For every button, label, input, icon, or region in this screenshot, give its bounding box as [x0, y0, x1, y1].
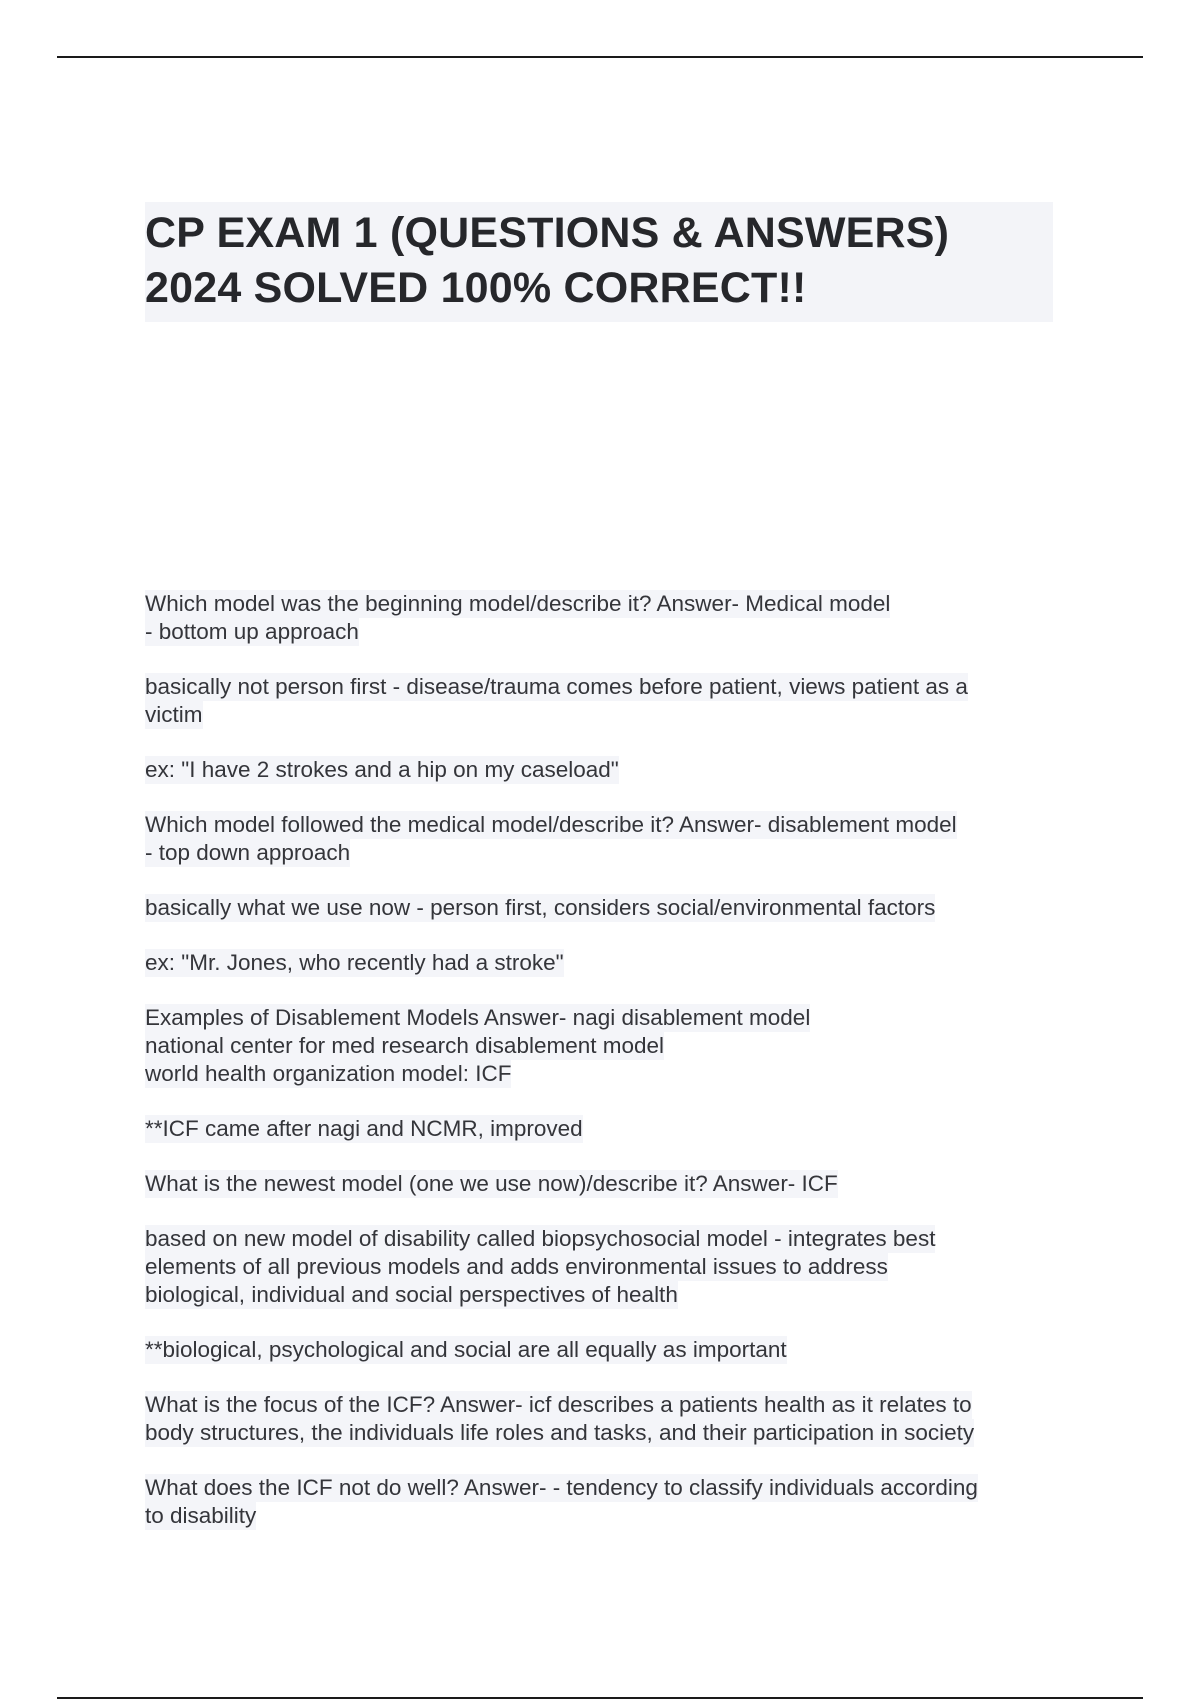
paragraph-line: biological, individual and social perspectives of health [145, 1282, 678, 1307]
paragraph-line: What is the focus of the ICF? Answer- icf describes a patients health as it relates to [145, 1392, 972, 1417]
paragraph-line: **biological, psychological and social are all equally as important [145, 1337, 787, 1362]
qa-paragraph [145, 1336, 1065, 1364]
qa-paragraph [145, 756, 1065, 784]
paragraph-line: Examples of Disablement Models Answer- nagi disablement model [145, 1005, 811, 1030]
qa-paragraph [145, 590, 1065, 646]
paragraph-line: **ICF came after nagi and NCMR, improved [145, 1116, 583, 1141]
paragraph-line: based on new model of disability called biopsychosocial model - integrates best [145, 1226, 936, 1251]
paragraph-line: elements of all previous models and adds environmental issues to address [145, 1254, 888, 1279]
qa-paragraph [145, 673, 1065, 729]
paragraph-line: to disability [145, 1503, 257, 1528]
footer-rule [57, 1697, 1143, 1699]
paragraph-line: national center for med research disablement model [145, 1033, 665, 1058]
document-title [145, 202, 1053, 322]
qa-paragraph [145, 1391, 1065, 1447]
header-rule [57, 56, 1143, 58]
paragraph-line: ex: "I have 2 strokes and a hip on my caseload" [145, 757, 619, 782]
paragraph-line: basically not person first - disease/trauma comes before patient, views patient as a [145, 674, 968, 699]
paragraph-line: basically what we use now - person first, considers social/environmental factors [145, 895, 936, 920]
paragraph-line: ex: "Mr. Jones, who recently had a stroke" [145, 950, 564, 975]
paragraph-line: victim [145, 702, 203, 727]
qa-paragraph [145, 1474, 1065, 1530]
qa-paragraph [145, 1225, 1065, 1309]
paragraph-line: What does the ICF not do well? Answer- - tendency to classify individuals according [145, 1475, 978, 1500]
paragraph-line: What is the newest model (one we use now)/describe it? Answer- ICF [145, 1171, 838, 1196]
paragraph-line: - bottom up approach [145, 619, 359, 644]
qa-paragraph [145, 1115, 1065, 1143]
qa-paragraph [145, 811, 1065, 867]
paragraph-line: body structures, the individuals life roles and tasks, and their participation in society [145, 1420, 975, 1445]
title-line-2: 2024 SOLVED 100% CORRECT!! [145, 264, 807, 312]
paragraph-line: - top down approach [145, 840, 351, 865]
paragraph-line: Which model was the beginning model/describe it? Answer- Medical model [145, 591, 891, 616]
qa-paragraph [145, 1170, 1065, 1198]
paragraph-line: world health organization model: ICF [145, 1061, 512, 1086]
qa-paragraph [145, 949, 1065, 977]
paragraph-line: Which model followed the medical model/describe it? Answer- disablement model [145, 812, 957, 837]
title-line-1: CP EXAM 1 (QUESTIONS & ANSWERS) [145, 209, 950, 257]
qa-paragraph [145, 894, 1065, 922]
qa-paragraph [145, 1004, 1065, 1088]
qa-content [145, 590, 1065, 1557]
